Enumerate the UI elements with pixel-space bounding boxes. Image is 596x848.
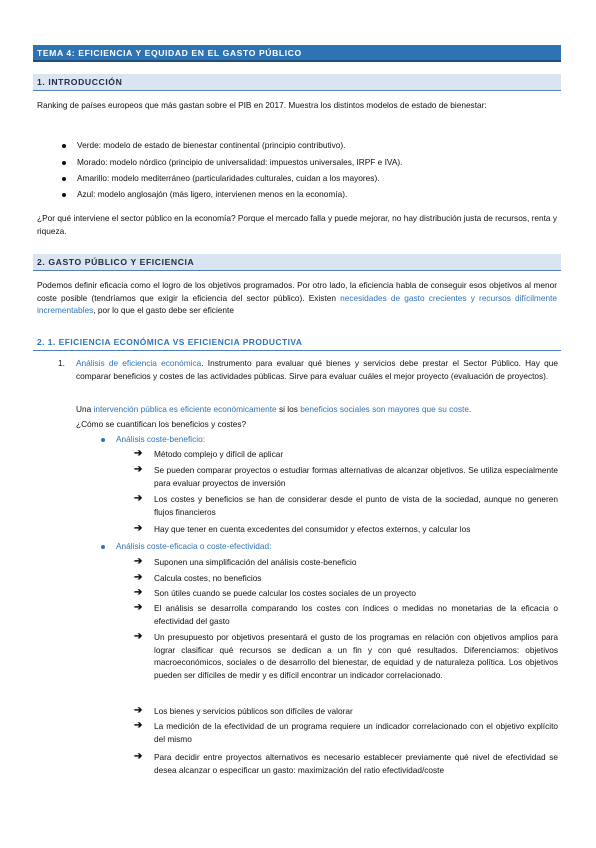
list-item: Para decidir entre proyectos alternativos es necesario establecer previamente qué nivel de efectividad se desea alcanzar o especificar un gasto: maximización del ratio efectividad/coste (154, 752, 558, 775)
paragraph-text: Podemos definir eficacia como el logro de los objetivos programados. Por otro lado, la eficiencia habla de conseguir esos objetivos al menor coste posible (tendríamos que exigir la eficiencia del sector público). Existen (37, 280, 557, 303)
highlight-text: beneficios sociales son mayores que su coste (300, 404, 469, 414)
bullet-icon (62, 177, 66, 181)
list-item: Hay que tener en cuenta excedentes del consumidor y efectos externos, y calcular los (154, 524, 471, 534)
highlight-text: Análisis de eficiencia económica (76, 358, 202, 368)
highlight-text: necesidades de gasto crecientes y recursos difícilmente incrementables (37, 292, 557, 315)
list-item: Se pueden comparar proyectos o estudiar formas alternativas de alcanzar objetivos. Se utiliza especialmente para evaluar proyectos de inversión (154, 465, 558, 488)
cost-effectiveness-title: Análisis coste-eficacia o coste-efectividad: (116, 541, 272, 551)
arrow-icon: ➔ (134, 556, 143, 567)
list-item: Azul: modelo anglosajón (más ligero, intervienen menos en la economía). (77, 189, 348, 199)
bullet-icon (101, 545, 105, 549)
list-item: Amarillo: modelo mediterráneo (particularidades culturales, cuidan a los mayores). (77, 173, 380, 183)
efficiency-definition (76, 403, 558, 416)
arrow-icon: ➔ (134, 751, 143, 762)
paragraph-text: , por lo que el gasto debe ser eficiente (93, 305, 234, 315)
section-2-paragraph (37, 279, 557, 317)
subsection-rule (33, 350, 561, 351)
document-title: TEMA 4: EFICIENCIA Y EQUIDAD EN EL GASTO PÚBLICO (33, 45, 561, 62)
subsection-heading: 2. 1. EFICIENCIA ECONÓMICA VS EFICIENCIA PRODUCTIVA (37, 337, 303, 347)
list-item: La medición de la efectividad de un programa requiere un indicador correlacionado con el objetivo explícito del mismo (154, 721, 558, 744)
highlight-text: intervención pública es eficiente económicamente (93, 404, 277, 414)
arrow-icon: ➔ (134, 631, 143, 642)
list-item: Los costes y beneficios se han de considerar desde el punto de vista de la sociedad, aunque no generen flujos financieros (154, 494, 558, 517)
item-number: 1. (58, 358, 65, 368)
list-item: Un presupuesto por objetivos presentará el gusto de los programas en relación con objetivos amplios para lograr clasificar qué recursos se dedican a un fin y con qué resultados. Diferenciamos: objetivos macroeconómicos, sociales o de desarrollo del bienestar, de equidad y de naturaleza política. Los objetivos pueden ser difíciles de medir y es difícil encontrar un indicador correlacionado. (154, 632, 558, 680)
section-1-heading: 1. INTRODUCCIÓN (33, 74, 561, 91)
list-item: Calcula costes, no beneficios (154, 573, 262, 583)
list-item: Suponen una simplificación del análisis coste-beneficio (154, 557, 357, 567)
list-item: Morado: modelo nórdico (principio de universalidad: impuestos universales, IRPF e IVA). (77, 157, 403, 167)
section-1-intro: Ranking de países europeos que más gastan sobre el PIB en 2017. Muestra los distintos modelos de estado de bienestar: (37, 100, 487, 110)
bullet-icon (101, 438, 105, 442)
economic-efficiency-item (76, 357, 558, 382)
arrow-icon: ➔ (134, 493, 143, 504)
bullet-icon (62, 144, 66, 148)
bullet-icon (62, 193, 66, 197)
arrow-icon: ➔ (134, 523, 143, 534)
paragraph-text: . Instrumento para evaluar qué bienes y servicios debe prestar el Sector Público. Hay que comparar beneficios y costes de las actividades públicas. Sirve para evaluar cuáles el mejor proyecto (evaluación de proyectos). (76, 358, 558, 381)
list-item: Método complejo y difícil de aplicar (154, 449, 284, 459)
paragraph-text: . (468, 404, 472, 414)
arrow-icon: ➔ (134, 448, 143, 459)
arrow-icon: ➔ (134, 464, 143, 475)
bullet-icon (62, 161, 66, 165)
list-item: Verde: modelo de estado de bienestar continental (principio contributivo). (77, 140, 346, 150)
section-2-heading: 2. GASTO PÚBLICO Y EFICIENCIA (33, 254, 561, 271)
list-item: El análisis se desarrolla comparando los costes con índices o medidas no monetarias de la eficacia o efectividad del gasto (154, 603, 558, 626)
paragraph-text: Una (76, 404, 92, 414)
arrow-icon: ➔ (134, 705, 143, 716)
arrow-icon: ➔ (134, 720, 143, 731)
list-item: Los bienes y servicios públicos son difíciles de valorar (154, 706, 353, 716)
arrow-icon: ➔ (134, 602, 143, 613)
arrow-icon: ➔ (134, 572, 143, 583)
cost-benefit-title: Análisis coste-beneficio: (116, 434, 206, 444)
arrow-icon: ➔ (134, 587, 143, 598)
list-item: Son útiles cuando se puede calcular los costes sociales de un proyecto (154, 588, 416, 598)
quantify-question: ¿Cómo se cuantifican los beneficios y costes? (76, 419, 247, 429)
section-1-question: ¿Por qué interviene el sector público en la economía? Porque el mercado falla y puede mejorar, no hay distribución justa de recursos, renta y riqueza. (37, 213, 557, 236)
paragraph-text: si los (278, 404, 298, 414)
